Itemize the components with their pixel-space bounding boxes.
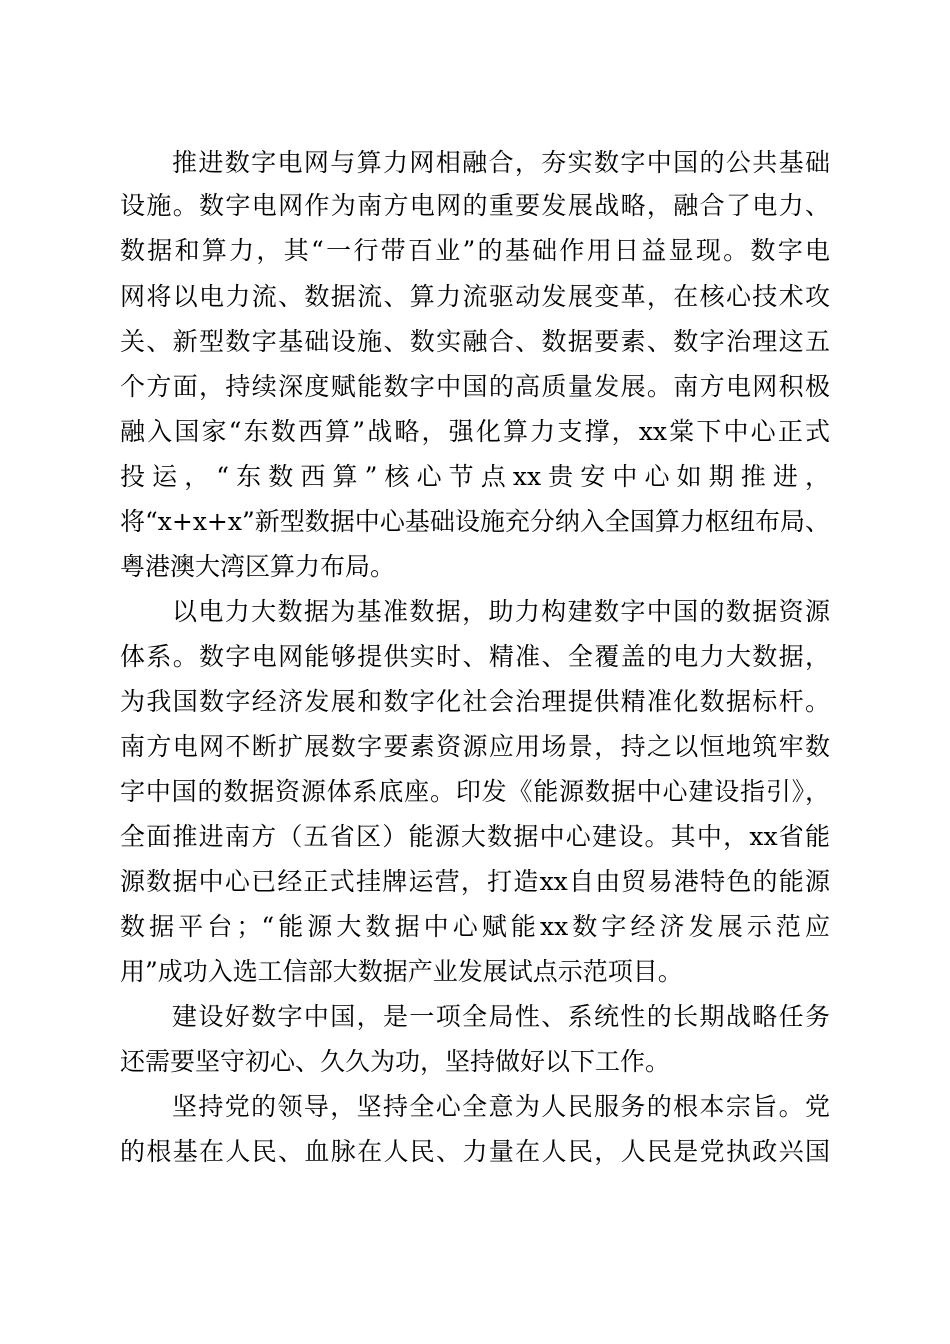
text-line: 网将以电力流、数据流、算力流驱动发展变革，在核心技术攻 xyxy=(120,282,830,311)
text-line: 投运，“东数西算”核心节点xx贵安中心如期推进， xyxy=(120,462,830,491)
text-line: 将“x+x+x”新型数据中心基础设施充分纳入全国算力枢纽布局、 xyxy=(120,507,830,536)
text-line: 用”成功入选工信部大数据产业发展试点示范项目。 xyxy=(120,957,683,986)
text-line: 设施。数字电网作为南方电网的重要发展战略，融合了电力、 xyxy=(120,191,830,220)
text-line: 个方面，持续深度赋能数字中国的高质量发展。南方电网积极 xyxy=(120,372,830,401)
text-line: 数据平台；“能源大数据中心赋能xx数字经济发展示范应 xyxy=(120,912,830,941)
text-line: 融入国家“东数西算”战略，强化算力支撑，xx棠下中心正式 xyxy=(120,417,830,446)
text-line: 以电力大数据为基准数据，助力构建数字中国的数据资源 xyxy=(172,597,830,626)
text-line: 粤港澳大湾区算力布局。 xyxy=(120,552,396,581)
text-line: 全面推进南方（五省区）能源大数据中心建设。其中，xx省能 xyxy=(120,822,830,851)
text-line: 关、新型数字基础设施、数实融合、数据要素、数字治理这五 xyxy=(120,327,830,356)
text-line: 源数据中心已经正式挂牌运营，打造xx自由贸易港特色的能源 xyxy=(120,867,830,896)
text-line: 推进数字电网与算力网相融合，夯实数字中国的公共基础 xyxy=(172,148,830,177)
text-line: 的根基在人民、血脉在人民、力量在人民，人民是党执政兴国 xyxy=(120,1137,830,1166)
text-line: 体系。数字电网能够提供实时、精准、全覆盖的电力大数据， xyxy=(120,642,830,671)
text-line: 字中国的数据资源体系底座。印发《能源数据中心建设指引》， xyxy=(120,777,830,806)
text-line: 坚持党的领导，坚持全心全意为人民服务的根本宗旨。党 xyxy=(172,1092,830,1121)
text-line: 为我国数字经济发展和数字化社会治理提供精准化数据标杆。 xyxy=(120,687,830,716)
text-line: 建设好数字中国，是一项全局性、系统性的长期战略任务 xyxy=(172,1002,830,1031)
text-line: 还需要坚守初心、久久为功，坚持做好以下工作。 xyxy=(120,1047,671,1076)
text-line: 南方电网不断扩展数字要素资源应用场景，持之以恒地筑牢数 xyxy=(120,732,830,761)
text-line: 数据和算力，其“一行带百业”的基础作用日益显现。数字电 xyxy=(120,236,830,265)
